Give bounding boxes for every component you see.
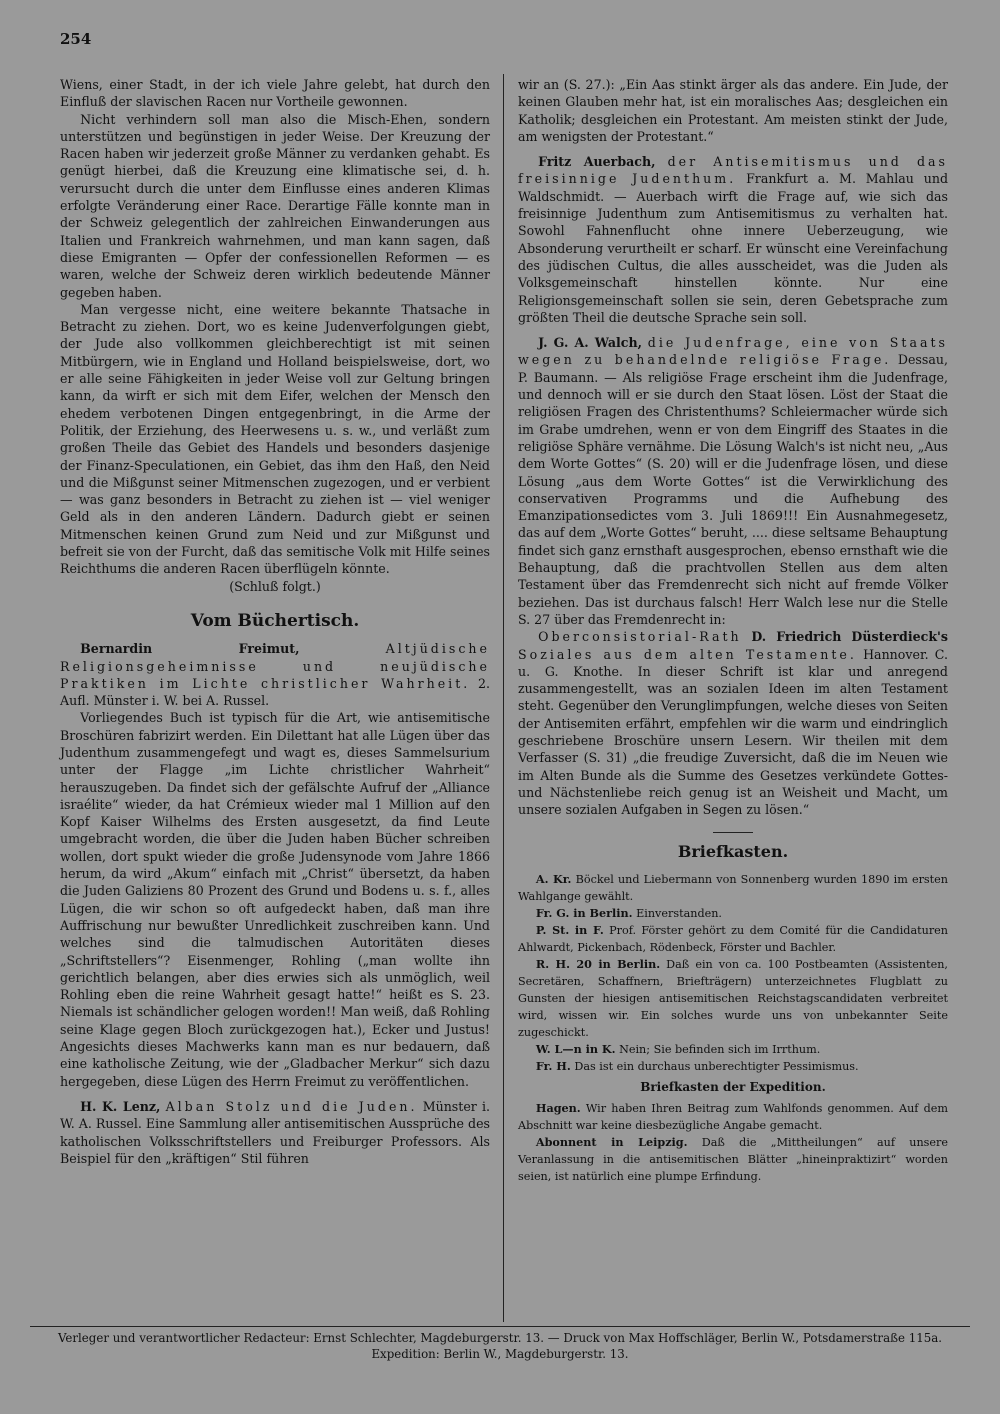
review-book-title: Soziales aus dem alten Testamente. bbox=[518, 646, 857, 662]
letter-item bbox=[518, 1041, 948, 1058]
letter-item bbox=[518, 1058, 948, 1075]
mailbox-list bbox=[518, 871, 948, 1075]
letter-item bbox=[518, 1100, 948, 1134]
review-book-title: die Judenfrage, eine von Staats wegen zu behandelnde religiöse Frage. bbox=[518, 335, 948, 368]
letter-recipient: Hagen. bbox=[535, 1101, 581, 1116]
letter-item bbox=[518, 956, 948, 1041]
continuation-note: (Schluß folgt.) bbox=[229, 578, 321, 594]
letter-text: Nein; Sie befinden sich im Irrthum. bbox=[619, 1042, 821, 1056]
expedition-mailbox-list bbox=[518, 1100, 948, 1185]
page-number: 254 bbox=[60, 30, 92, 48]
review-body: Dessau, P. Baumann. — Als religiöse Frage erscheint ihm die Judenfrage, und dennoch will er sie durch den Staat lösen. Löst der Staat die religiösen Fragen des Christenthums? Schleiermacher würde sich im Grabe umdrehen, wenn er von dem Eingriff des Staates in die religiöse Sphäre vernähme. Die Lösung Walch's ist nicht neu, „Aus dem Worte Gottes“ (S. 20) will er die Judenfrage lösen, und diese Lösung „aus dem Worte Gottes“ ist die Verwirklichung des conservativen Programms und die Aufhebung des Emanzipationsedictes vom 3. Juli 1869!!! Ein Ausnahmegesetz, das auf dem „Worte Gottes“ beruht, .... diese seltsame Behauptung findet sich ganz ernsthaft ausgesprochen, ebenso ernsthaft wie die Behauptung, daß die prachtvollen Stellen aus dem alten Testament über das Fremdenrecht sich nicht auf fremde Völker beziehen. Das ist durchaus falsch! Herr Walch lese nur die Stelle S. 27 über das Fremdenrecht in: bbox=[518, 352, 948, 627]
right-column bbox=[518, 76, 948, 1185]
paragraph: Man vergesse nicht, eine weitere bekannte Thatsache in Betracht zu ziehen. Dort, wo es keine Judenverfolgungen giebt, der Jude also vollkommen gleichberechtigt ist mit seinen Mitbürgern, wie in England und Holland beispielsweise, dort, wo er alle seine Fähigkeiten in jeder Weise voll zur Geltung bringen kann, da wirft er sich mit dem Eifer, welchen der Mensch den ehedem verbotenen Dingen entgegenbringt, in die Arme der Politik, der Erziehung, des Heerwesens u. s. w., und verläßt zum großen Theile das Gebiet des Handels und besonders dasjenige der Finanz-Speculationen, ein Gebiet, das ihm den Haß, den Neid und die Mißgunst seiner Mitmenschen zugezogen, und er verbient — was ganz besonders in Betracht zu ziehen ist — viel weniger Geld als in den anderen Ländern. Dadurch giebt er seinen Mitmenschen keinen Grund zum Neid und zur Mißgunst und befreit sie von der Furcht, daß das semitische Volk mit Hilfe seines Reichthums die anderen Racen überflügeln könnte. bbox=[60, 301, 490, 577]
letter-recipient: Fr. G. in Berlin. bbox=[535, 905, 633, 920]
expedition-mailbox-title: Briefkasten der Expedition. bbox=[640, 1079, 826, 1094]
imprint-line: Expedition: Berlin W., Magdeburgerstr. 13. bbox=[371, 1347, 629, 1361]
review-book-title: der Antisemitismus und das freisinnige Judenthum. bbox=[518, 154, 948, 187]
letter-item bbox=[518, 922, 948, 956]
review-author-title: Oberconsistorial-Rath bbox=[538, 629, 742, 645]
book-review-header bbox=[60, 640, 490, 709]
paragraph: wir an (S. 27.): „Ein Aas stinkt ärger als das andere. Ein Jude, der keinen Glauben mehr hat, ist ein moralisches Aas; desgleichen ein Katholik; desgleichen ein Protestant. Am meisten stinkt der Jude, am wenigsten der Protestant.“ bbox=[518, 77, 948, 144]
imprint-line: Verleger und verantwortlicher Redacteur: Ernst Schlechter, Magdeburgerstr. 13. — Druck von Max Hoffschläger, Berlin W., Potsdamerstraße 115a. bbox=[57, 1331, 943, 1345]
letter-item bbox=[518, 1134, 948, 1185]
mailbox-title: Briefkasten. bbox=[677, 842, 789, 862]
letter-recipient: Fr. H. bbox=[535, 1058, 571, 1073]
letter-item bbox=[518, 905, 948, 922]
footer-rule bbox=[30, 1326, 970, 1327]
letter-text: Prof. Förster gehört zu dem Comité für die Candidaturen Ahlwardt, Pickenbach, Rödenbeck, Förster und Bachler. bbox=[518, 923, 949, 954]
letter-item bbox=[518, 871, 948, 905]
review-author: Bernardin Freimut, bbox=[80, 641, 300, 657]
letter-text: Das ist ein durchaus unberechtigter Pessimismus. bbox=[574, 1059, 859, 1073]
book-review-header bbox=[518, 628, 948, 818]
review-author: Fritz Auerbach, bbox=[538, 154, 656, 170]
letter-text: Wir haben Ihren Beitrag zum Wahlfonds genommen. Auf dem Abschnitt war keine diesbezügliche Angabe gemacht. bbox=[518, 1102, 948, 1133]
letter-text: Daß die „Mittheilungen“ auf unsere Veranlassung in die antisemitischen Blätter „hineinpraktizirt“ worden seien, ist natürlich eine plumpe Erfindung. bbox=[518, 1136, 949, 1184]
book-review-header bbox=[518, 334, 948, 628]
review-author: J. G. A. Walch, bbox=[538, 335, 643, 351]
letter-recipient: A. Kr. bbox=[535, 871, 572, 886]
review-publisher: 2. Aufl. Münster i. W. bei A. Russel. bbox=[60, 675, 490, 709]
book-review-header bbox=[60, 1098, 490, 1167]
review-book-title: Altjüdische Religionsgeheimnisse und neujüdische Praktiken im Lichte christlicher Wahrheit. bbox=[60, 641, 490, 691]
letter-recipient: P. St. in F. bbox=[535, 922, 604, 937]
left-column bbox=[60, 76, 490, 1167]
paragraph: Nicht verhindern soll man also die Misch-Ehen, sondern unterstützen und begünstigen in jeder Weise. Der Kreuzung der Racen haben wir jederzeit große Männer zu verdanken gehabt. Es genügt hierbei, daß die Kreuzung eine klimatische sei, d. h. verursucht durch die unter dem Einflusse eines anderen Klimas erfolgte Veränderung einer Race. Derartige Fälle konnte man in der Schweiz gelegentlich der zahlreichen Einwanderungen aus Italien und Frankreich wahrnehmen, und man kann sagen, daß diese Emigranten — Opfer der confessionellen Reformen — es waren, welche der Schweiz deren wirklich bedeutende Männer gegeben haben. bbox=[60, 111, 490, 300]
book-review-header bbox=[518, 153, 948, 326]
letter-recipient: R. H. 20 in Berlin. bbox=[535, 956, 661, 971]
review-author: H. K. Lenz, bbox=[80, 1098, 161, 1114]
review-body: Frankfurt a. M. Mahlau und Waldschmidt. — Auerbach wirft die Frage auf, wie sich das freisinnige Judenthum zum Antisemitismus zu verhalten hat. Sowohl Fahnenflucht ohne innere Ueberzeugung, wie Absonderung verurtheilt er scharf. Er wünscht eine Vereinfachung des jüdischen Cultus, die alles ausscheidet, was die Juden als Volksgemeinschaft hinstellen könnte. Nur eine Religionsgemeinschaft sollen sie sein, deren Gebetsprache zum größten Theil die deutsche Sprache sein soll. bbox=[518, 171, 949, 325]
separator-rule bbox=[713, 832, 753, 833]
paragraph: Wiens, einer Stadt, in der ich viele Jahre gelebt, hat durch den Einfluß der slavischen Racen nur Vortheile gewonnen. bbox=[60, 77, 490, 110]
section-title: Vom Büchertisch. bbox=[190, 610, 360, 631]
letter-text: Böckel und Liebermann von Sonnenberg wurden 1890 im ersten Wahlgange gewählt. bbox=[518, 872, 948, 903]
column-divider bbox=[503, 74, 504, 1322]
letter-recipient: W. L—n in K. bbox=[535, 1041, 616, 1056]
letter-text: Daß ein von ca. 100 Postbeamten (Assistenten, Secretären, Schaffnern, Briefträgern) unterzeichnetes Flugblatt zu Gunsten der hiesigen antisemitischen Reichstagscandidaten verbreitet wird, wissen wir. Ein solches wurde uns von unbekannter Seite zugeschickt. bbox=[518, 957, 948, 1039]
imprint-footer bbox=[30, 1330, 970, 1362]
review-body: Vorliegendes Buch ist typisch für die Art, wie antisemitische Broschüren fabrizirt werden. Ein Dilettant hat alle Lügen über das Judenthum zusammengefegt und wagt es, dieses Sammelsurium unter der Flagge „im Lichte christlicher Wahrheit“ herauszugeben. Da findet sich der gefälschte Aufruf der „Alliance israélite“ wieder, da hat Crémieux wieder mal 1 Million auf den Kopf Kaiser Wilhelms des Ersten ausgesetzt, da find Leute umgebracht worden, die über die Juden haben Bücher schreiben wollen, dort spukt wieder die große Judensynode vom Jahre 1866 herum, da wird „Akum“ einfach mit „Christ“ übersetzt, da haben die Juden Galiziens 80 Prozent des Grund und Bodens u. s. f., alles Lügen, die wir schon so oft aufgedeckt haben, daß man ihre Auffrischung nur bewußter Unredlichkeit zuschreiben kann. Und welches sind die talmudischen Autoritäten dieses „Schriftstellers“? Eisenmenger, Rohling („man wollte ihn gerichtlich belangen, aber dies erwies sich als unmöglich, weil Rohling eben die reine Wahrheit gesagt hatte!“ heißt es S. 23. Niemals ist schändlicher gelogen worden!! Man weiß, daß Rohling seine Klage gegen Bloch zurückgezogen hat.), Ecker und Justus! Angesichts dieses Machwerks kann man es nur bedauern, daß eine katholische Zeitung, wie der „Gladbacher Merkur“ sich dazu hergegeben, diese Lügen des Herrn Freimut zu veröffentlichen. bbox=[60, 710, 490, 1089]
review-body: Hannover. C. u. G. Knothe. In dieser Schrift ist klar und anregend zusammengestellt, was an sozialen Ideen im alten Testament steht. Gegenüber den Verunglimpfungen, welche dieses von Seiten der Antisemiten erfährt, empfehlen wir die warm und eindringlich geschriebene Broschüre unsern Lesern. Wir theilen mit dem Verfasser (S. 31) „die freudige Zuversicht, daß die im Neuen wie im Alten Bunde als die Summe des Gesetzes verkündete Gottes- und Nächstenliebe reich genug ist an Weisheit und Macht, um unsere sozialen Aufgaben in Segen zu lösen.“ bbox=[518, 646, 948, 818]
letter-recipient: Abonnent in Leipzig. bbox=[535, 1135, 688, 1150]
review-author: D. Friedrich Düsterdieck's bbox=[751, 629, 948, 645]
review-body: Münster i. W. A. Russel. Eine Sammlung aller antisemitischen Aussprüche des katholischen Volksschriftstellers und Freiburger Professors. Als Beispiel für den „kräftigen“ Stil führen bbox=[60, 1098, 490, 1166]
letter-text: Einverstanden. bbox=[636, 906, 722, 920]
review-book-title: Alban Stolz und die Juden. bbox=[165, 1098, 418, 1114]
